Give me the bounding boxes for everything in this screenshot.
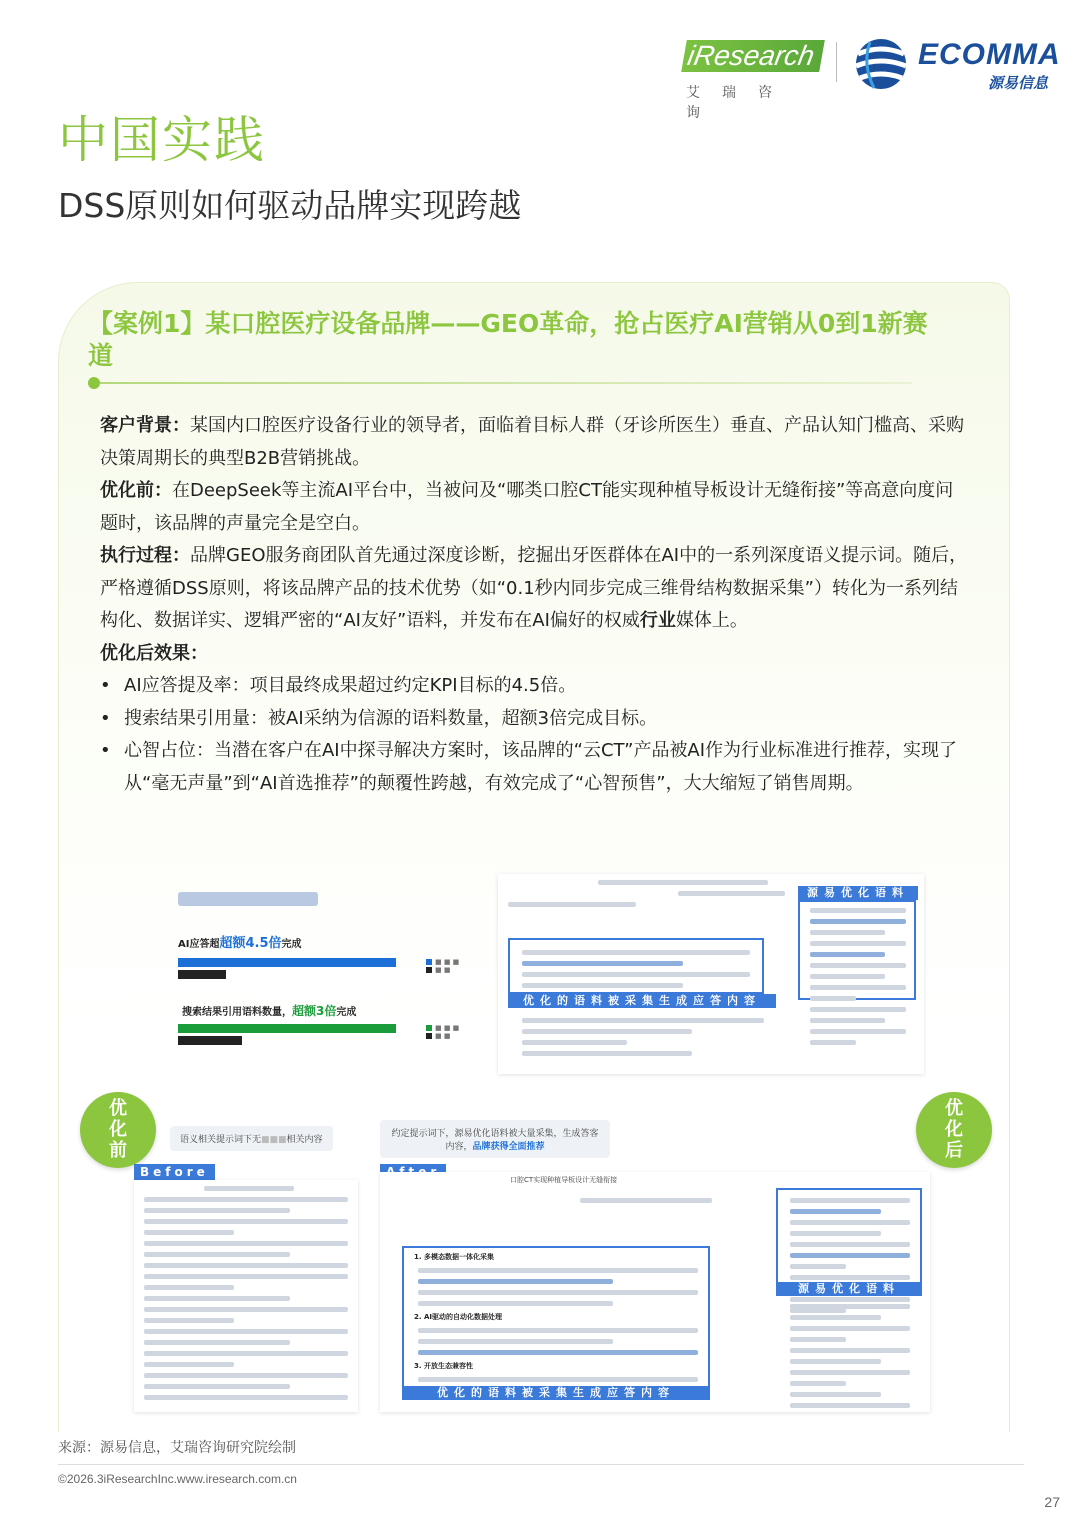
title-divider-dot [88, 377, 100, 389]
corpus-side-band: 源易优化语料 [798, 886, 918, 900]
page-title: 中国实践 [58, 111, 266, 169]
before-label: 优化前： [100, 480, 172, 501]
collected-corpus-band: 优化的语料被采集生成应答内容 [508, 994, 776, 1008]
background-paragraph [100, 410, 970, 475]
case-body [100, 410, 970, 800]
source-note: 来源：源易信息，艾瑞咨询研究院绘制 [58, 1440, 296, 1456]
iresearch-logo [684, 34, 818, 121]
ecomma-logo-cn: 源易信息 [988, 74, 1049, 92]
before-badge: 优化前 [80, 1092, 156, 1168]
after-screenshot [380, 1172, 930, 1412]
chart2-target-bar [178, 1036, 242, 1045]
after-doc-title: 口腔CT实现种植导板设计无缝衔接 [510, 1176, 618, 1184]
result-label: 优化后效果： [100, 642, 208, 664]
page-subtitle: DSS原则如何驱动品牌实现跨越 [58, 186, 522, 225]
process-label: 执行过程： [100, 545, 190, 566]
background-label: 客户背景： [100, 415, 190, 436]
chart1-label: AI应答超超额4.5倍完成 [178, 936, 302, 951]
ecomma-logo [852, 36, 1062, 92]
ai-answer-screenshot-top [498, 874, 924, 1074]
list-item: • AI应答提及率：项目最终成果超过约定KPI目标的4.5倍。 [100, 670, 970, 703]
after-caption: 约定提示词下，源易优化语料被大量采集，生成答客内容，品牌获得全面推荐 [380, 1120, 610, 1158]
title-divider [92, 382, 912, 384]
background-text: 某国内口腔医疗设备行业的领导者，面临着目标人群（牙诊所医生）垂直、产品认知门槛高、采购决策周期长的典型B2B营销挑战。 [100, 415, 964, 469]
after-section-2: 2. AI驱动的自动化数据处理 [414, 1313, 502, 1321]
before-caption: 语义相关提示词下无■■■相关内容 [170, 1126, 333, 1151]
ecomma-logo-word: ECOMMA [918, 38, 1061, 71]
blurred-heading [178, 892, 318, 906]
after-side-band: 源易优化语料 [776, 1282, 922, 1296]
after-collected-band: 优化的语料被采集生成应答内容 [402, 1386, 710, 1400]
chart1-actual-bar [178, 958, 396, 967]
before-paragraph [100, 475, 970, 540]
before-text: 在DeepSeek等主流AI平台中，当被问及“哪类口腔CT能实现种植导板设计无缝衔接”等高意向度问题时，该品牌的声量完全是空白。 [100, 480, 954, 534]
chart1-legend: ■ ■ ■ ■ ■ [426, 958, 459, 974]
chart2-legend: ■ ■ ■ ■ ■ [426, 1024, 459, 1040]
process-paragraph [100, 540, 970, 638]
before-tag: Before [134, 1164, 215, 1180]
list-item: • 搜索结果引用量：被AI采纳为信源的语料数量，超额3倍完成目标。 [100, 703, 970, 736]
iresearch-logo-word: iResearch [681, 40, 825, 72]
results-chart-image [168, 880, 468, 1056]
copyright: ©2026.3iResearchInc.www.iresearch.com.cn [58, 1472, 297, 1486]
page-number: 27 [1044, 1494, 1060, 1510]
after-section-1: 1. 多模态数据一体化采集 [414, 1253, 494, 1261]
result-heading [100, 638, 970, 671]
after-section-3: 3. 开放生态兼容性 [414, 1362, 473, 1370]
process-tail: 媒体上。 [675, 610, 748, 631]
before-screenshot [134, 1180, 358, 1412]
result-list [100, 670, 970, 800]
chart1-target-bar [178, 970, 226, 979]
chart2-actual-bar [178, 1024, 396, 1033]
process-bold: 行业 [639, 610, 676, 631]
process-text: 品牌GEO服务商团队首先通过深度诊断，挖掘出牙医群体在AI中的一系列深度语义提示词。随后，严格遵循DSS原则，将该品牌产品的技术优势（如“0.1秒内同步完成三维骨结构数据采集”）转化为一系列结构化、数据详实、逻辑严密的“AI友好”语料，并发布在AI偏好的权威 [100, 545, 968, 631]
footer-divider [58, 1464, 1024, 1465]
case-title: 【案例1】某口腔医疗设备品牌——GEO革命，抢占医疗AI营销从0到1新赛道 [88, 309, 928, 370]
ecomma-globe-icon [852, 36, 910, 92]
chart2-label: 搜索结果引用语料数量，超额3倍完成 [182, 1004, 357, 1018]
after-badge: 优化后 [916, 1092, 992, 1168]
list-item: • 心智占位：当潜在客户在AI中探寻解决方案时，该品牌的“云CT”产品被AI作为行业标准进行推荐，实现了从“毫无声量”到“AI首选推荐”的颠覆性跨越，有效完成了“心智预售”，大大缩短了销售周期。 [100, 735, 970, 800]
logo-divider [836, 42, 837, 82]
iresearch-logo-cn: 艾瑞咨询 [686, 85, 794, 121]
